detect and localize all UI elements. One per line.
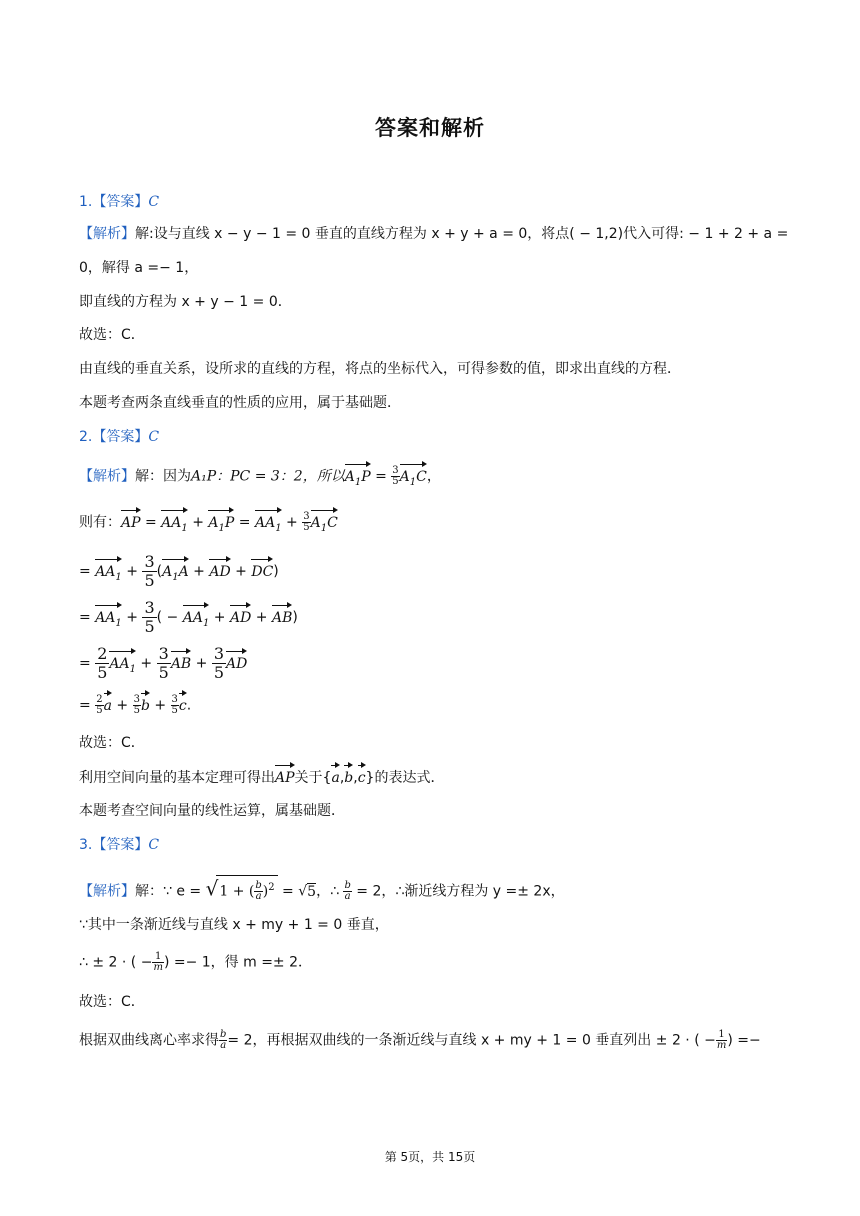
q3-note-c: ) =−	[727, 1032, 761, 1049]
frac-3-5: $\frac{3}{5}$	[213, 644, 225, 682]
q3-answer-tag: 【答案】	[92, 837, 149, 853]
q1-analysis-line-3: 即直线的方程为 x + y − 1 = 0．	[79, 294, 292, 310]
vec-ap: AP	[121, 514, 141, 531]
frac-b-a: $\frac{b}{a}$	[344, 880, 351, 903]
q3-choose: 故选：C．	[79, 994, 145, 1010]
q3-asymptote: ∴渐近线方程为 y =± 2x，	[395, 883, 565, 900]
q3-answer-line	[79, 835, 159, 855]
page-title: 答案和解析	[375, 116, 485, 140]
q2-note-2: 本题考查空间向量的线性运算，属基础题．	[79, 803, 345, 819]
q2-analysis-tag: 【解析】	[79, 468, 135, 485]
q1-analysis-text-1: 解:设与直线 x − y − 1 = 0 垂直的直线方程为 x + y + a = 0，将点( − 1,2)代入可得: − 1 + 2 + a =	[135, 226, 789, 242]
q1-answer-line	[79, 192, 159, 212]
vec-a: a	[331, 770, 340, 786]
frac-b-a: $\frac{b}{a}$	[255, 880, 262, 903]
q2-number: 2.	[79, 429, 93, 445]
q2-answer-value: C	[148, 429, 160, 445]
frac-3-5: $\frac{3}{5}$	[303, 511, 310, 533]
vec-a1p: $A_1P$	[208, 513, 234, 539]
q2-step-4: = $\frac{2}{5}$ a + $\frac{3}{5}$ b + $\frac{3}{5}$ c.	[79, 694, 192, 716]
vec-ab: AB	[271, 609, 293, 626]
sqrt-sign: √	[205, 876, 219, 901]
vec-aa1: $AA_1$	[95, 608, 122, 634]
page-footer: 第 5页，共 15页	[384, 1150, 476, 1164]
vec-a1a: $A_1A$	[162, 562, 189, 588]
q2-choose: 故选：C．	[79, 735, 145, 751]
vec-a1c: $A_1C$	[311, 513, 338, 539]
q3-answer-value: C	[148, 837, 160, 853]
sqrt-body: 1 + ( $\frac{b}{a}$ )$^2$	[216, 875, 277, 902]
vec-c: c	[178, 697, 187, 714]
q3-note-b: = 2，再根据双曲线的一条渐近线与直线 x + my + 1 = 0 垂直列出 ± 2 · ( −	[227, 1032, 716, 1049]
frac-b-a: $\frac{b}{a}$	[220, 1029, 227, 1051]
q1-answer-tag: 【答案】	[92, 194, 149, 210]
q2-frac-3-5: $\frac{3}{5}$	[392, 465, 399, 487]
q3-analysis-tag: 【解析】	[79, 883, 135, 900]
q2-step-3: = $\frac{2}{5}$ $AA_1$ + $\frac{3}{5}$ AB + $\frac{3}{5}$ AD	[79, 644, 248, 682]
q1-note-2: 本题考查两条直线垂直的性质的应用，属于基础题．	[79, 395, 401, 411]
q3-result: ∴ ± 2 · ( −	[79, 954, 153, 971]
frac-2-5: $\frac{2}{5}$	[97, 644, 108, 682]
vec-ad: AD	[226, 655, 248, 672]
vec-b: b	[140, 697, 150, 714]
q2-vec-a1p: $A_1P$	[345, 467, 371, 493]
q3-result-line	[79, 952, 312, 973]
q1-choose: 故选：C．	[79, 327, 145, 343]
q3-number: 3.	[79, 837, 93, 853]
vec-aa1: $AA_1$	[95, 562, 122, 588]
vec-ad: AD	[209, 563, 231, 580]
sqrt-5: 5	[307, 883, 317, 900]
q1-analysis-tag: 【解析】	[79, 226, 135, 242]
q2-ratio: A₁P：PC = 3：2，所以	[191, 468, 345, 485]
vec-a: a	[103, 697, 112, 714]
vec-aa1: $AA_1$	[255, 513, 282, 539]
vec-ap: AP	[275, 770, 295, 786]
q2-step-1: = $AA_1$ + $\frac{3}{5}$ ($A_1A$ + AD + DC)	[79, 552, 279, 590]
q3-note-a: 根据双曲线离心率求得	[79, 1032, 219, 1049]
q3-analysis-line-1: 【解析】解：∵ e = √1 + ( $\frac{b}{a}$ )$^2$ = √5，∴ $\frac{b}{a}$ = 2，∴渐近线方程为 y =± 2x，	[79, 876, 565, 903]
q2-vec-a1c: $A_1C$	[400, 467, 427, 493]
vec-aa1: $AA_1$	[161, 513, 188, 539]
q2-note-1-text-c: 的表达式．	[374, 770, 445, 786]
q3-analysis-intro: 解：∵ e =	[135, 883, 202, 900]
q1-note-1: 由直线的垂直关系，设所求的直线的方程，将点的坐标代入，可得参数的值，即求出直线的方程．	[79, 361, 681, 377]
q3-perp: ∵其中一条渐近线与直线 x + my + 1 = 0 垂直，	[79, 917, 389, 933]
q2-analysis-line-1: 【解析】解：因为A₁P：PC = 3：2，所以$A_1P$ = $\frac{3}{5}$ $A_1C$，	[79, 466, 441, 492]
q1-analysis-line-2: 0，解得 a =− 1，	[79, 260, 199, 276]
vec-aa1: $AA_1$	[109, 654, 136, 680]
q2-note-1: 利用空间向量的基本定理可得出AP关于{a,b,c}的表达式．	[79, 770, 445, 786]
q2-answer-tag: 【答案】	[92, 429, 149, 445]
frac-3-5: $\frac{3}{5}$	[133, 694, 140, 716]
frac-3-5: $\frac{3}{5}$	[144, 598, 155, 636]
frac-1-m: $\frac{1}{m}$	[153, 951, 163, 973]
vec-c: c	[357, 770, 366, 786]
frac-2-5: $\frac{2}{5}$	[96, 694, 103, 716]
vec-ad: AD	[229, 609, 252, 626]
frac-3-5: $\frac{3}{5}$	[171, 694, 178, 716]
q2-step-2: = $AA_1$ + $\frac{3}{5}$ ( − $AA_1$ + AD + AB)	[79, 598, 298, 636]
q1-number: 1.	[79, 194, 93, 210]
q1-analysis-line-1	[79, 224, 788, 244]
q2-note-1-text: 利用空间向量的基本定理可得出	[79, 770, 275, 786]
frac-3-5: $\frac{3}{5}$	[158, 644, 169, 682]
frac-3-5: $\frac{3}{5}$	[144, 552, 155, 590]
q3-result-end: ) =− 1，得 m =± 2．	[163, 954, 313, 971]
vec-aa1: $AA_1$	[183, 608, 210, 634]
q2-note-1-text-b: 关于	[294, 770, 323, 786]
q3-note-line	[79, 1030, 761, 1051]
vec-dc: DC	[251, 563, 274, 580]
q2-then: 则有：	[79, 514, 121, 531]
q2-then-line: 则有：AP = $AA_1 + A_1P = AA_1$ + $\frac{3}{5}$ $A_1C$	[79, 512, 338, 538]
q2-analysis-intro: 解：因为	[135, 468, 191, 485]
q2-answer-line	[79, 427, 159, 447]
frac-1-m: $\frac{1}{m}$	[716, 1029, 727, 1051]
q1-answer-value: C	[148, 194, 160, 210]
vec-b: b	[344, 770, 354, 786]
vec-ab: AB	[170, 655, 192, 672]
